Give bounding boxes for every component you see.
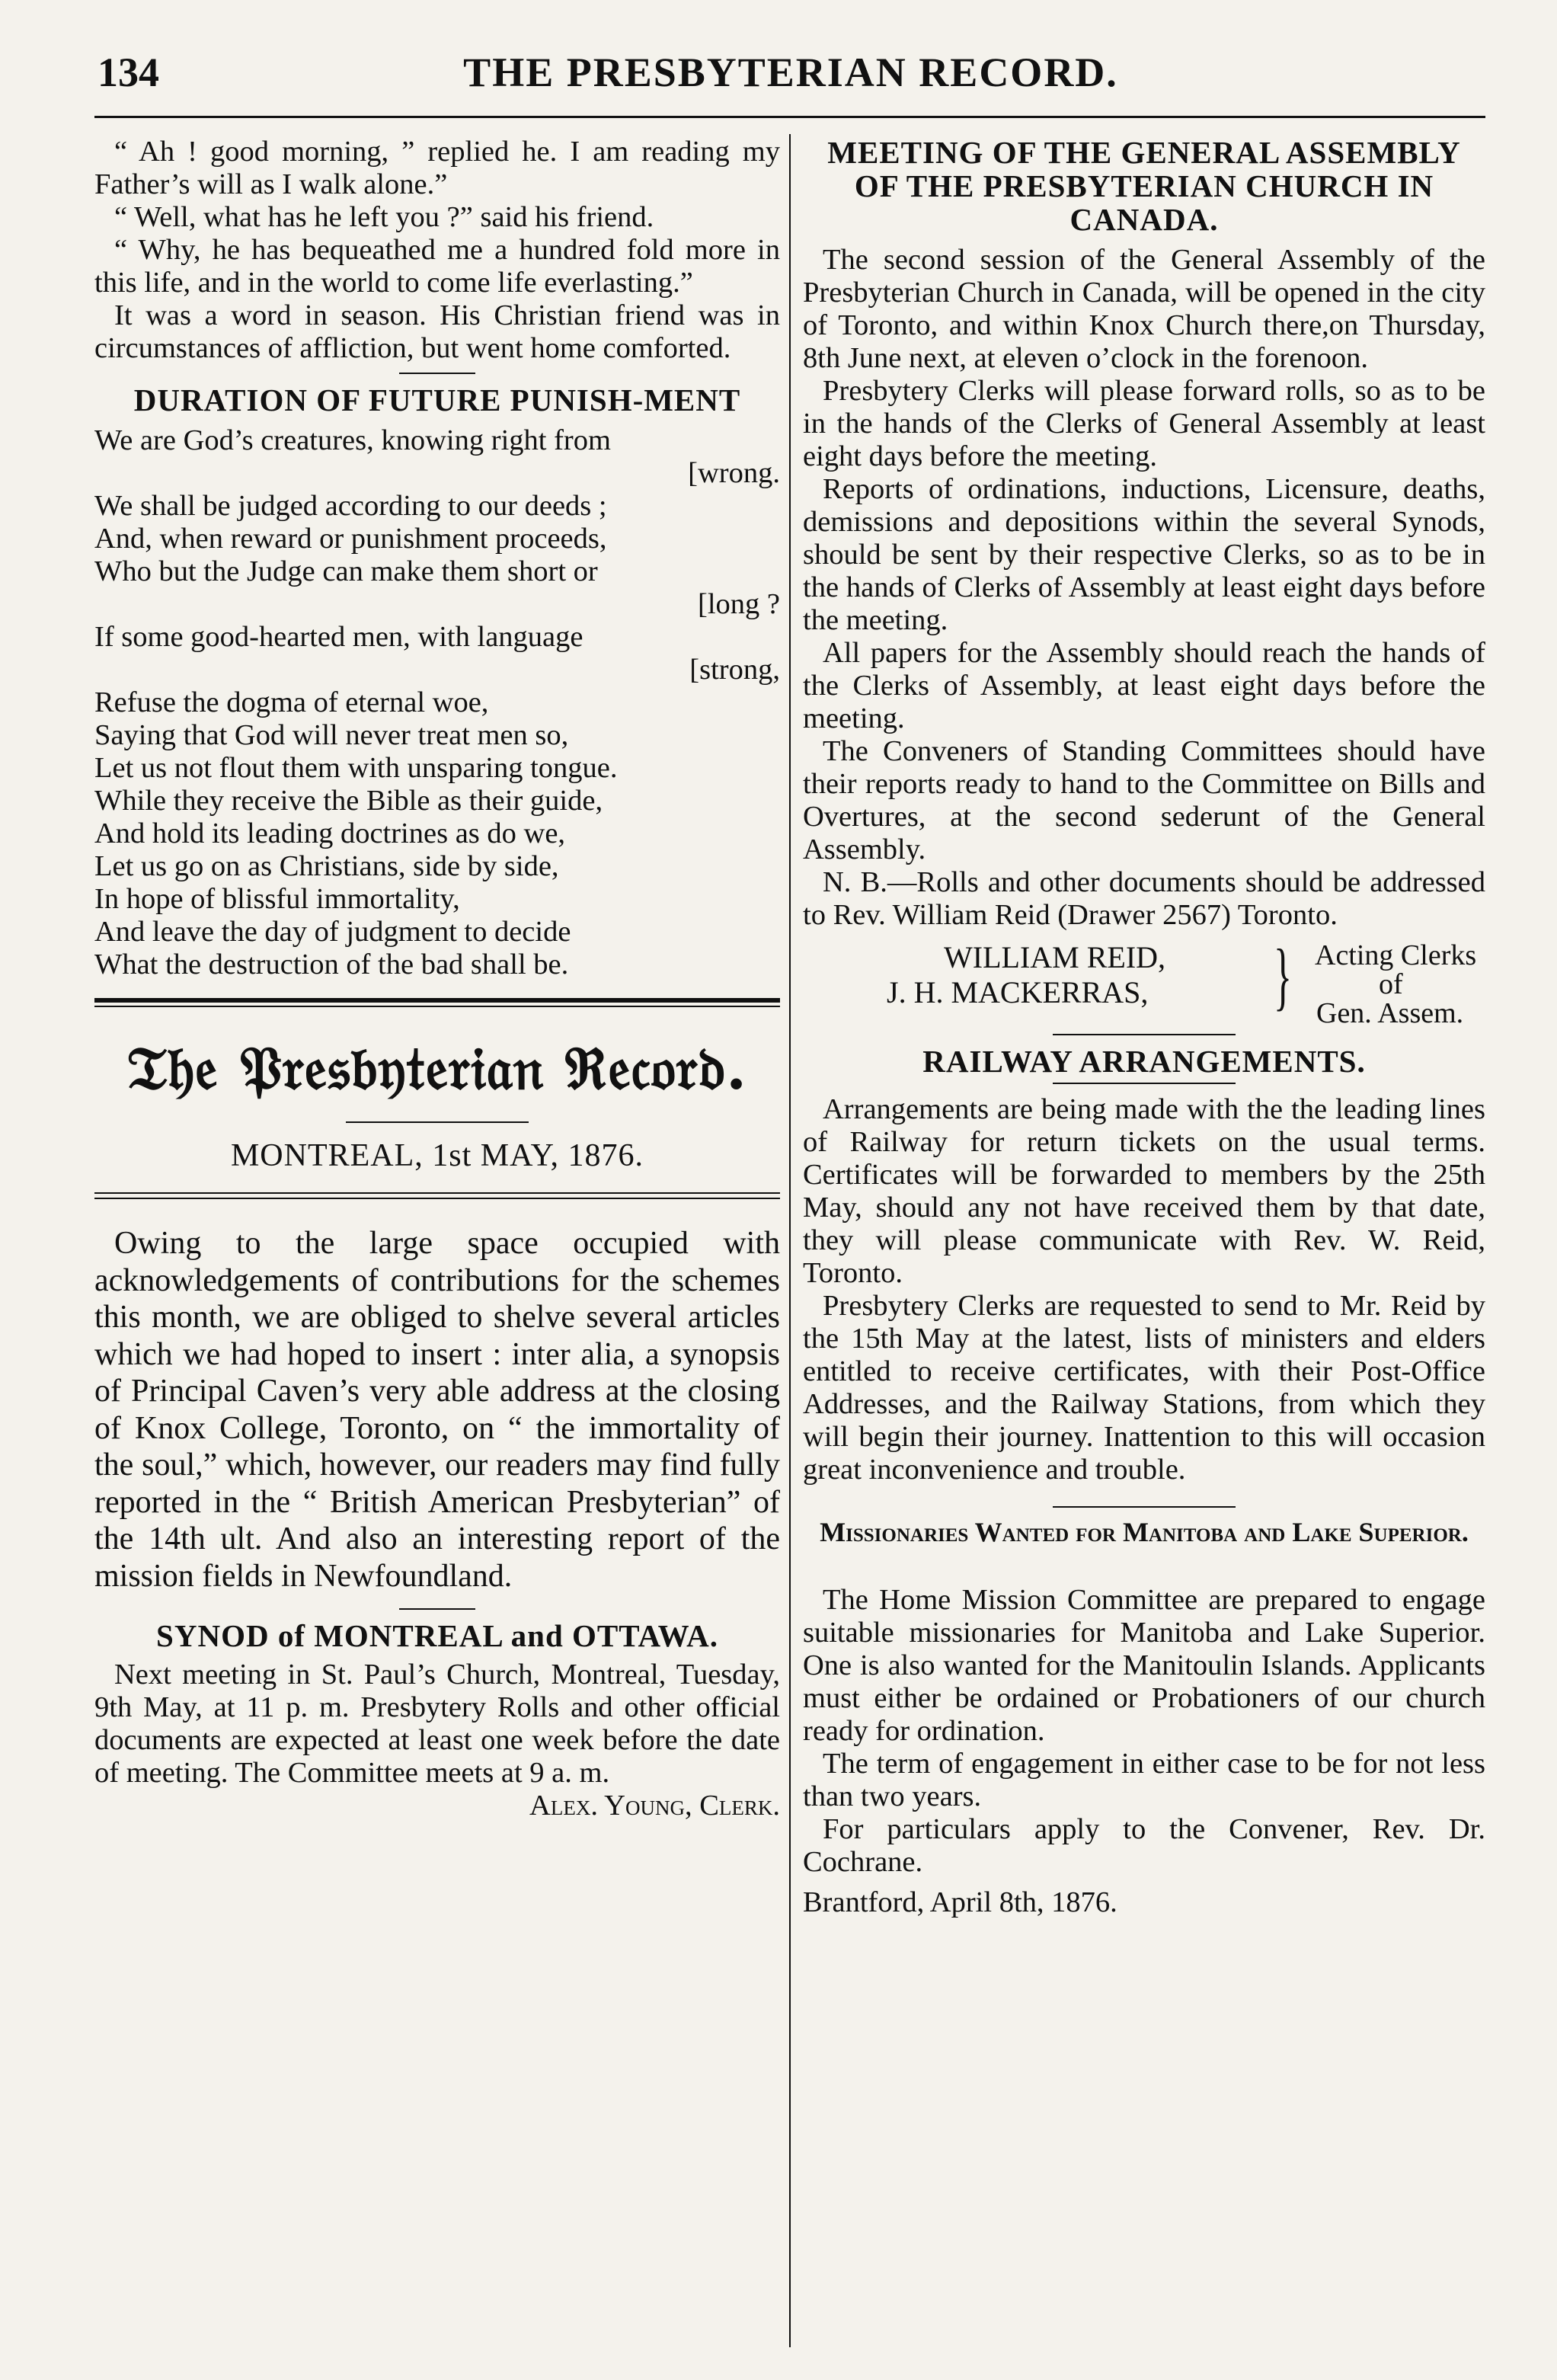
- masthead-rule: [346, 1121, 529, 1123]
- poem-line: We shall be judged according to our deeds ;: [94, 490, 607, 522]
- dateline-double-rule: [94, 1192, 780, 1199]
- assembly-paragraph: Presbytery Clerks will please forward rolls, so as to be in the hands of the Clerks of General Assembly at least eight days before the meeting.: [803, 375, 1485, 472]
- poem-line: And, when reward or punishment proceeds,: [94, 523, 607, 555]
- poem-heading: DURATION OF FUTURE PUNISH-MENT: [133, 382, 741, 417]
- synod-signature: Alex. Young, Clerk.: [529, 1790, 780, 1822]
- assembly-paragraph: The second session of the General Assembly of the Presbyterian Church in Canada, will be opened in the city of Toronto, and within Knox Church there,on Thursday, 8th June next, at eleven o’clock in the forenoon.: [803, 244, 1485, 374]
- poem: [94, 424, 780, 981]
- assembly-paragraph: The Conveners of Standing Committees should have their reports ready to hand to the Committee on Bills and Overtures, at the second sederunt of the General Assembly.: [803, 735, 1485, 865]
- signature-title: of: [1379, 968, 1403, 1000]
- poem-line: And leave the day of judgment to decide: [94, 916, 571, 948]
- poem-line: Let us go on as Christians, side by side,: [94, 850, 559, 882]
- brace: }: [1274, 933, 1292, 1018]
- railway-paragraph: Arrangements are being made with the the leading lines of Railway for return tickets on the usual terms. Certificates will be forwarded to members by the 25th May, should any not have received them by that date, they will please communicate with Rev. W. Reid, Toronto.: [803, 1093, 1485, 1289]
- intro-paragraph: “ Well, what has he left you ?” said his friend.: [114, 201, 654, 233]
- column-divider: [789, 134, 791, 2347]
- clerks-signature: [803, 933, 1485, 1029]
- page-header: [98, 44, 1484, 113]
- masthead-title: 𝔗𝔥𝔢 𝔓𝔯𝔢𝔰𝔟𝔶𝔱𝔢𝔯𝔦𝔞𝔫 ℜ𝔢𝔠𝔬𝔯𝔡.: [126, 1034, 748, 1103]
- page-number: 134: [98, 50, 159, 95]
- signature-title: Acting Clerks: [1315, 939, 1477, 971]
- masthead-top-rule: [94, 998, 780, 1003]
- left-column: [94, 136, 780, 1822]
- signature-title: Gen. Assem.: [1316, 997, 1464, 1029]
- missionaries-paragraph: The Home Mission Committee are prepared to engage suitable missionaries for Manitoba and Lake Superior. One is also wanted for the Manitoulin Islands. Applicants must either be ordained or Probationers of our church ready for ordination.: [803, 1583, 1485, 1747]
- poem-line: Let us not flout them with unsparing tongue.: [94, 752, 618, 784]
- assembly-paragraph: Reports of ordinations, inductions, Licensure, deaths, demissions and depositions within the several Synods, should be sent by their respective Clerks, so as to be in the hands of Clerks of Assembly at least eight days before the meeting.: [803, 473, 1485, 636]
- railway-paragraph: Presbytery Clerks are requested to send to Mr. Reid by the 15th May at the latest, lists of ministers and elders entitled to receive certificates, with their Post-Office Addresses, and the Railway Stations, from which they will begin their journey. Inattention to this will occasion great inconvenience and trouble.: [803, 1290, 1485, 1486]
- intro-paragraph: It was a word in season. His Christian friend was in circumstances of affliction, but went home comforted.: [94, 299, 780, 364]
- poem-line: What the destruction of the bad shall be.: [94, 948, 569, 980]
- signature-name: WILLIAM REID,: [944, 940, 1166, 974]
- poem-line: Who but the Judge can make them short or: [94, 555, 598, 587]
- missionaries-heading: Missionaries Wanted for Manitoba and Lake Superior.: [820, 1517, 1469, 1547]
- section-rule: [399, 373, 475, 374]
- assembly-paragraph: N. B.—Rolls and other documents should be addressed to Rev. William Reid (Drawer 2567) Toronto.: [803, 866, 1485, 931]
- section-rule: [1053, 1506, 1236, 1508]
- assembly-paragraph: All papers for the Assembly should reach the hands of the Clerks of Assembly, at least eight days before the meeting.: [803, 637, 1485, 734]
- missionaries-dateline: Brantford, April 8th, 1876.: [803, 1886, 1117, 1918]
- editorial-paragraph: Owing to the large space occupied with acknowledgements of contributions for the schemes this month, we are obliged to shelve several articles which we had hoped to insert : inter alia, a synopsis of Principal Caven’s very able address at the closing of Knox College, Toronto, on “ the immortality of the soul,” which, however, our readers may find fully reported in the “ British American Presbyterian” of the 14th ult. And also an interesting report of the mission fields in Newfoundland.: [94, 1226, 780, 1594]
- poem-line: And hold its leading doctrines as do we,: [94, 817, 566, 849]
- poem-line: Saying that God will never treat men so,: [94, 719, 569, 751]
- poem-line: While they receive the Bible as their guide,: [94, 785, 603, 817]
- missionaries-paragraph: For particulars apply to the Convener, Rev. Dr. Cochrane.: [803, 1812, 1485, 1878]
- signature-name: J. H. MACKERRAS,: [887, 975, 1149, 1009]
- section-rule: [1053, 1034, 1236, 1035]
- railway-heading: RAILWAY ARRANGEMENTS.: [922, 1044, 1366, 1079]
- section-rule: [1053, 1083, 1236, 1084]
- intro-paragraph: “ Ah ! good morning, ” replied he. I am reading my Father’s will as I walk alone.”: [94, 136, 780, 200]
- poem-line: In hope of blissful immortality,: [94, 883, 460, 915]
- synod-heading: SYNOD of MONTREAL and OTTAWA.: [156, 1618, 718, 1653]
- poem-line: Refuse the dogma of eternal woe,: [94, 686, 489, 718]
- section-rule: [399, 1608, 475, 1610]
- dateline: MONTREAL, 1st MAY, 1876.: [230, 1138, 644, 1173]
- header-rule: [94, 116, 1485, 118]
- masthead-top-rule-thin: [94, 1006, 780, 1007]
- missionaries-paragraph: The term of engagement in either case to be for not less than two years.: [803, 1747, 1485, 1812]
- right-column: [803, 136, 1485, 1919]
- poem-line-continuation: [long ?: [698, 588, 780, 620]
- synod-paragraph: Next meeting in St. Paul’s Church, Montreal, Tuesday, 9th May, at 11 p. m. Presbytery Rolls and other official documents are expected at least one week before the date of meeting. The Committee meets at 9 a. m.: [94, 1659, 780, 1789]
- poem-line-continuation: [wrong.: [688, 457, 780, 489]
- assembly-heading: MEETING OF THE GENERAL ASSEMBLY OF THE PRESBYTERIAN CHURCH IN CANADA.: [827, 135, 1461, 237]
- intro-paragraph: “ Why, he has bequeathed me a hundred fold more in this life, and in the world to come life everlasting.”: [94, 234, 780, 299]
- poem-line: If some good-hearted men, with language: [94, 621, 583, 653]
- poem-line-continuation: [strong,: [689, 654, 780, 686]
- poem-line: We are God’s creatures, knowing right from: [94, 424, 611, 456]
- page-title: THE PRESBYTERIAN RECORD.: [463, 50, 1118, 95]
